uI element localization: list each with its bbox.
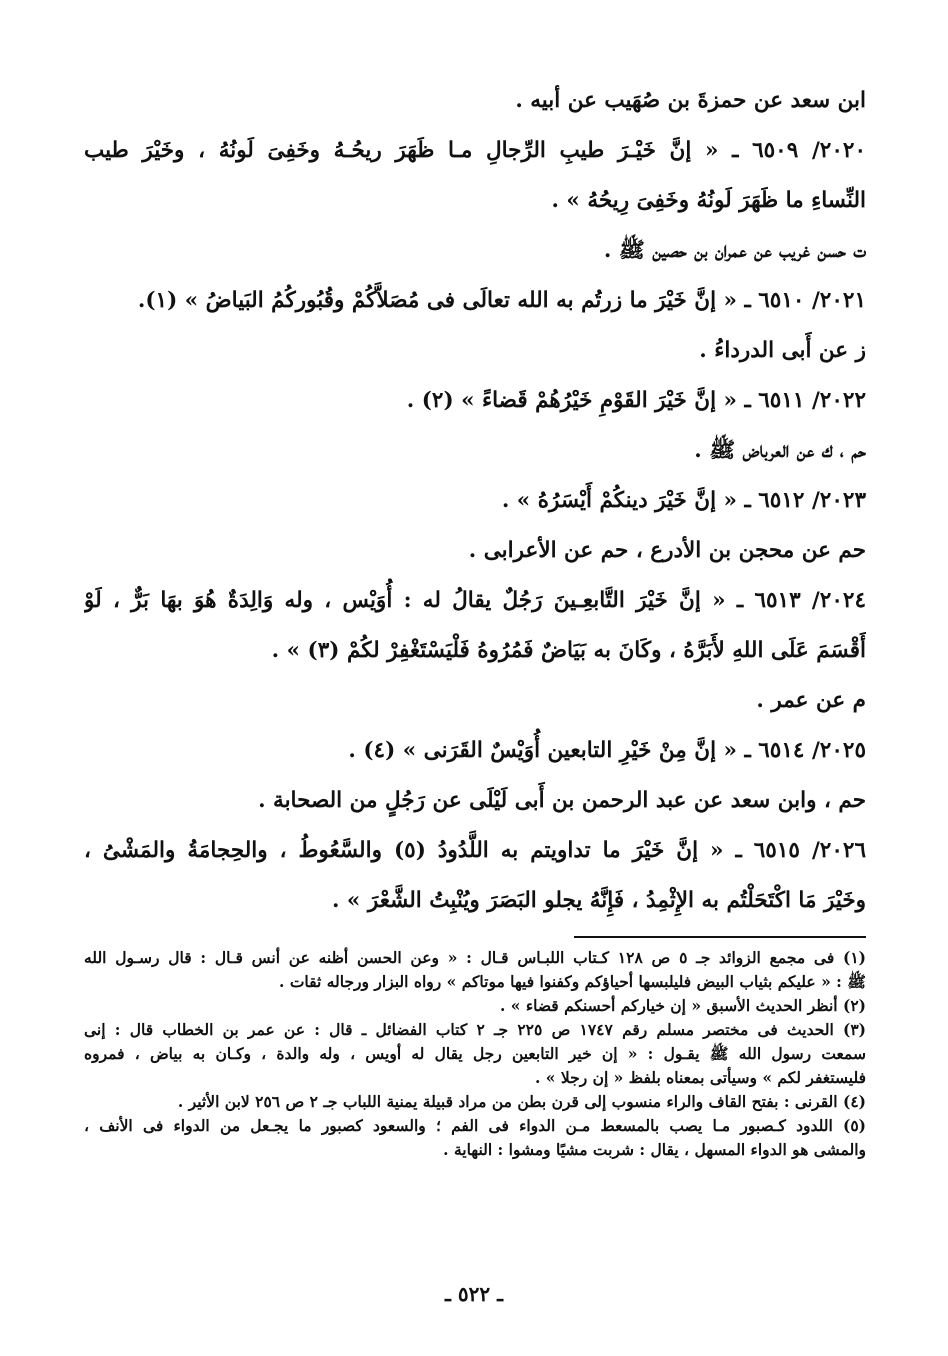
hadith-line: ٢٠٢٥/ ٦٥١٤ ـ « إنَّ مِنْ خَيْرِ التابعين أُوَيْسٌ القَرَنى » (٤) . [348,738,866,763]
footnote-line: (٣) الحديث فى مختصر مسلم رقم ١٧٤٧ ص ٢٢٥ جـ ٢ كتاب الفضائل ـ قال : عن عمر بن الخطاب قال : إنى [84,1020,866,1039]
source-line: ت حسن غريب عن عمران بن حصين ﷺ . [603,238,866,263]
page-number: ـ ٥٢٢ ـ [445,1282,503,1306]
hadith-line: ٢٠٢٣/ ٦٥١٢ ـ « إنَّ خَيْرَ دينكُمْ أَيْسَرُهُ » . [501,488,866,513]
source-line: ابن سعد عن حمزةَ بن صُهَيب عن أبيه . [515,88,866,113]
hadith-line: ٢٠٢٢/ ٦٥١١ ـ « إنَّ خَيْرَ القَوْمِ خَيْرُهُمْ قَضاءً » (٢) . [406,388,866,413]
footnote-line: ﷺ : « عليكم بثياب البيض فليلبسها أحياؤكم وكفنوا فيها موتاكم » رواه البزار ورجاله ثقات . [279,972,866,991]
hadith-text-body [84,76,866,926]
source-line: م عن عمر . [756,688,866,713]
footnote-line: (٤) القرنى : بفتح القاف والراء منسوب إلى قرن بطن من مراد قبيلة يمنية اللباب جـ ٢ ص ٢٥٦ لابن الأثير . [177,1092,866,1111]
source-line: ز عن أَبى الدرداءُ . [699,338,866,363]
footnote-line: سمعت رسول الله ﷺ يقـول : « إن خير التابعين رجل يقال له أويس ، وله والدة ، وكـان به بياض ، فمروه [84,1044,866,1063]
hadith-line: ٢٠٢٠/ ٦٥٠٩ ـ « إنَّ خَيْـرَ طيبِ الرِّجالِ مـا ظَهَرَ ريحُـهُ وخَفِىَ لَونُهُ ، وخَيْرَ طيب [84,138,866,163]
footnote-line: فليستغفر لكم » وسيأتى بمعناه بلفظ « إن رجلا » . [535,1068,866,1087]
source-line: حم ، ك عن العرباض ﷺ . [694,438,866,463]
footnote-divider [574,936,866,938]
hadith-line: ٢٠٢١/ ٦٥١٠ ـ « إنَّ خَيْرَ ما زرتُم به الله تعالَى فى مُصَلاَّكُمْ وقُبُوركُمُ البَياضُ » (١). [137,288,866,313]
source-line: حم عن محجن بن الأدرع ، حم عن الأعرابى . [468,538,866,563]
source-line: حم ، وابن سعد عن عبد الرحمن بن أَبى لَيْلَى عن رَجُلٍ من الصحابة . [258,788,866,813]
footnote-line: والمشى هو الدواء المسهل ، يقال : شربت مشيًا ومشوا : النهاية . [443,1140,866,1159]
hadith-line: النِّساءِ ما ظَهَرَ لَونُهُ وخَفِىَ رِيحُهُ » . [551,188,866,213]
hadith-line: ٢٠٢٤/ ٦٥١٣ ـ « إنَّ خَيْرَ التَّابعِـينَ رَجُلٌ يقالُ له : أُوَيْس ، وله وَالِدَةٌ هُوَ بهَا بَرٌّ ، لَوْ [84,588,866,613]
footnotes-section [84,946,866,1162]
footnote-line: (٥) اللدود كـصبور مـا يصب بالمسعط مـن الدواء فى الفم ؛ والسعود كصبور ما يجـعل من الدواء فى الأنف ، [84,1116,866,1135]
footnote-line: (٢) أنظر الحديث الأسبق « إن خياركم أحسنكم قضاء » . [499,996,866,1015]
footnote-line: (١) فى مجمع الزوائد جـ ٥ ص ١٢٨ كـتاب اللبـاس قـال : « وعن الحسن أظنه عن أنس قـال : قال رسـول الله [84,948,866,967]
hadith-line: وخَيْرَ مَا اكْتَحَلْتُم به الإِثْمِدُ ، فَإِنَّهُ يجلو البَصَرَ ويُنْبِتُ الشَّعْرَ » . [331,888,866,913]
hadith-line: أَقْسَمَ عَلَى اللهِ لأَبَرَّهُ ، وكَانَ به بَيَاضٌ فَمُرُوهُ فَلْيَسْتَغْفِرْ لكُمْ (٣) » . [271,638,866,663]
hadith-line: ٢٠٢٦/ ٦٥١٥ ـ « إنَّ خَيْرَ ما تداويتم به اللَّدُودُ (٥) والسَّعُوطُ ، والحِجامَةُ والمَشْىُ ، [84,838,866,863]
